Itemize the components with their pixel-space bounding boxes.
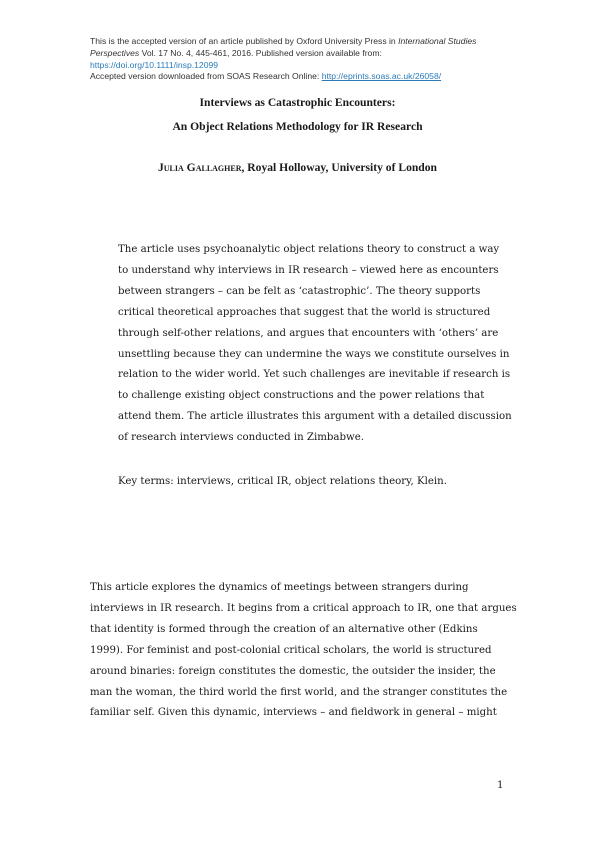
author-line (0, 161, 595, 174)
abstract (118, 240, 512, 449)
body-text (90, 578, 517, 724)
citation-line-3 (90, 60, 520, 72)
abstract-line: unsettling because they can undermine the ways we constitute ourselves in (118, 348, 510, 360)
body-line: interviews in IR research. It begins from a critical approach to IR, one that argues (90, 602, 517, 614)
page-number: 1 (497, 780, 504, 791)
body-line: that identity is formed through the creation of an alternative other (Edkins (90, 623, 478, 635)
abstract-line: The article uses psychoanalytic object relations theory to construct a way (118, 244, 500, 255)
citation-line-1: This is the accepted version of an article published by Oxford University Press in International Studies (90, 36, 477, 46)
citation-line-2: Perspectives Vol. 17 No. 4, 445-461, 2016. Published version available from: (90, 47, 382, 58)
citation-line-4: Accepted version downloaded from SOAS Research Online: http://eprints.soas.ac.uk/26058/ (90, 71, 442, 82)
journal-name-cont: Perspectives (90, 47, 140, 58)
abstract-line: relation to the wider world. Yet such challenges are inevitable if research is (118, 369, 511, 381)
author-affiliation: , Royal Holloway, University of London (241, 161, 438, 174)
body-line: 1999). For feminist and post-colonial critical scholars, the world is structured (90, 644, 492, 656)
abstract-line: attend them. The article illustrates this argument with a detailed discussion (118, 411, 512, 423)
key-terms: Key terms: interviews, critical IR, object relations theory, Klein. (118, 476, 447, 487)
abstract-line: critical theoretical approaches that suggest that the world is structured (118, 306, 491, 318)
body-line: man the woman, the third world the first world, and the stranger constitutes the (90, 686, 508, 698)
author-name: Julia Gallagher (157, 161, 242, 174)
body-line: This article explores the dynamics of meetings between strangers during (90, 582, 469, 593)
soas-link[interactable]: http://eprints.soas.ac.uk/26058/ (321, 71, 442, 82)
abstract-line: of research interviews conducted in Zimbabwe. (118, 432, 365, 444)
paper-title-line-1: Interviews as Catastrophic Encounters: (199, 96, 396, 109)
body-line: familiar self. Given this dynamic, interviews – and fieldwork in general – might (90, 707, 497, 719)
citation-header (90, 36, 520, 83)
journal-name: International Studies (398, 36, 477, 46)
abstract-line: to understand why interviews in IR research – viewed here as encounters (118, 264, 499, 276)
abstract-line: between strangers – can be felt as ‘catastrophic’. The theory supports (118, 285, 481, 297)
paper-title-line-2: An Object Relations Methodology for IR Research (172, 120, 423, 133)
doi-link[interactable]: https://doi.org/10.1111/insp.12099 (90, 59, 219, 70)
body-line: around binaries: foreign constitutes the domestic, the outsider the insider, the (90, 665, 496, 677)
abstract-line: through self-other relations, and argues that encounters with ‘others’ are (118, 327, 499, 339)
abstract-line: to challenge existing object constructions and the power relations that (118, 390, 485, 402)
